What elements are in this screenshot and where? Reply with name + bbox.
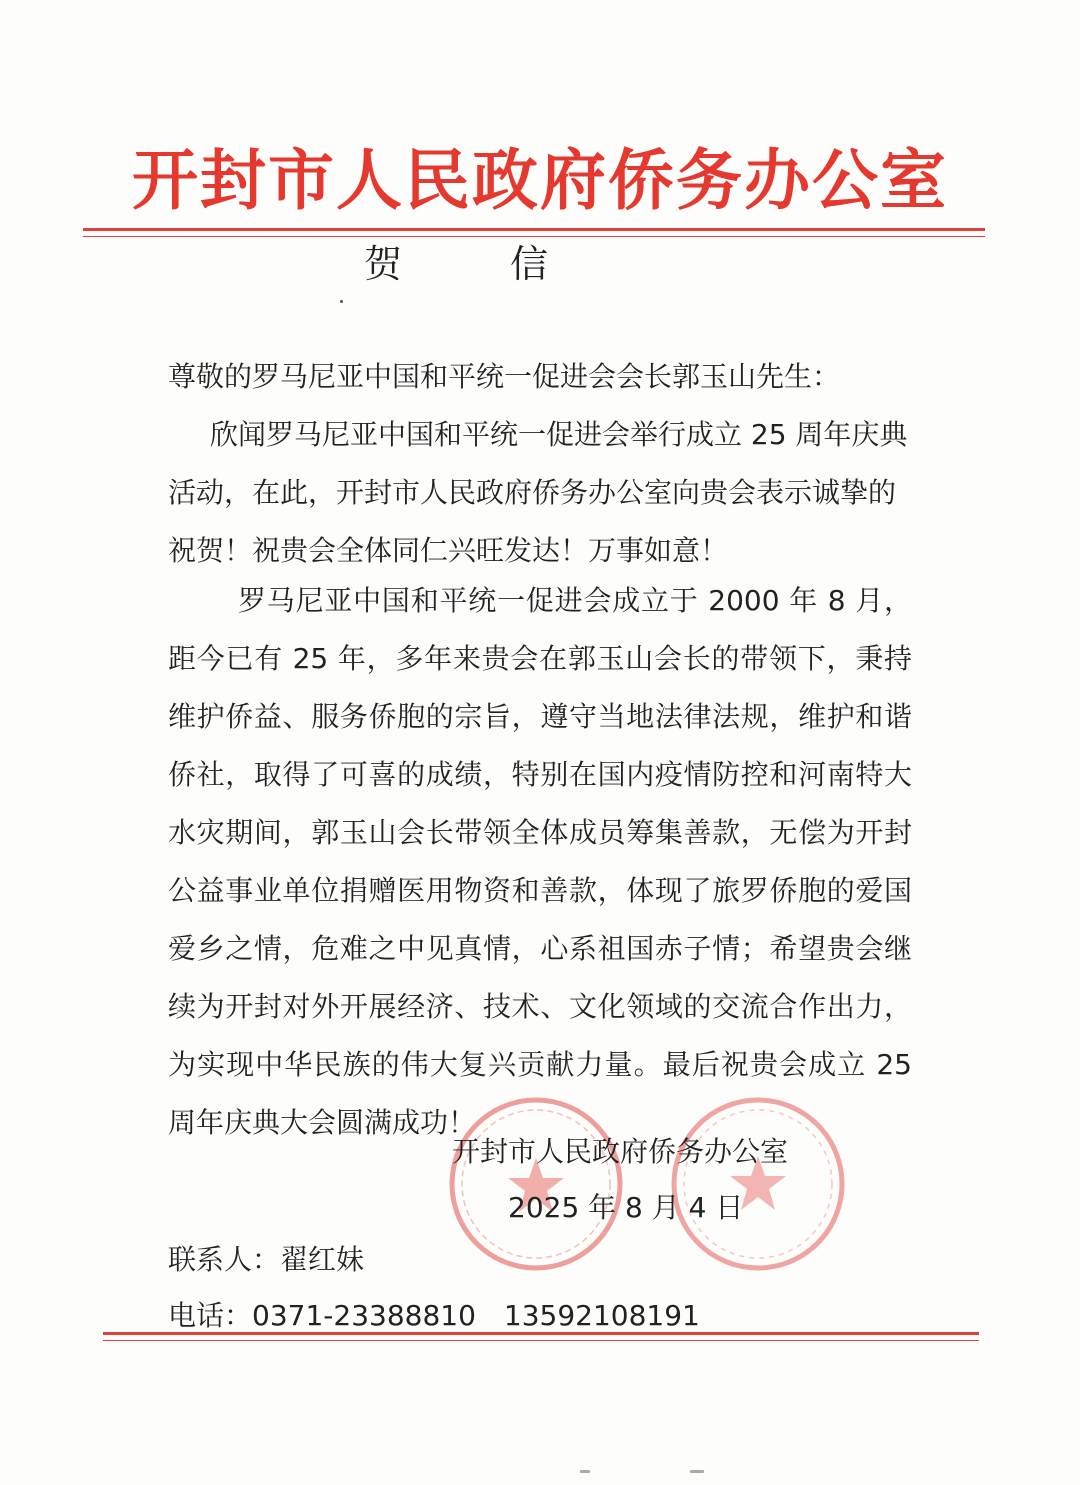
salutation: 尊敬的罗马尼亚中国和平统一促进会会长郭玉山先生：: [168, 360, 841, 393]
letter-date: 2025 年 8 月 4 日: [508, 1191, 744, 1224]
contact-person: 联系人：翟红妹: [168, 1243, 365, 1276]
contact-phone-row: [168, 1288, 700, 1344]
scan-speck: [340, 300, 343, 303]
phone-number-2: 13592108191: [503, 1299, 700, 1332]
phone-number-1: 0371-23388810: [252, 1299, 476, 1332]
letterhead-title: 开封市人民政府侨务办公室: [132, 141, 948, 219]
footer-rule-thin: [103, 1340, 979, 1341]
scan-speck: [690, 1470, 704, 1473]
body-paragraph-2: 罗马尼亚中国和平统一促进会成立于 2000 年 8 月，距今已有 25 年，多年来贵会在郭玉山会长的带领下，秉持维护侨益、服务侨胞的宗旨，遵守当地法律法规，维护和谐侨社，取得了可喜的成绩，特别在国内疫情防控和河南特大水灾期间，郭玉山会长带领全体成员筹集善款，无偿为开封公益事业单位捐赠医用物资和善款，体现了旅罗侨胞的爱国爱乡之情，危难之中见真情，心系祖国赤子情；希望贵会继续为开封对外开展经济、技术、文化领域的交流合作出力，为实现中华民族的伟大复兴贡献力量。最后祝贵会成立 25 周年庆典大会圆满成功！: [168, 584, 912, 1139]
letterhead-rule-thick: [83, 228, 985, 231]
body-paragraph-1: 欣闻罗马尼亚中国和平统一促进会举行成立 25 周年庆典活动，在此，开封市人民政府侨务办公室向贵会表示诚挚的祝贺！祝贵会全体同仁兴旺发达！万事如意！: [168, 418, 908, 567]
phone-label: 电话：: [168, 1299, 253, 1332]
footer-rule-thick: [103, 1332, 979, 1335]
scan-speck: [580, 1470, 590, 1473]
sender-signature: 开封市人民政府侨务办公室: [452, 1135, 789, 1168]
document-title: 贺 信: [363, 242, 597, 286]
